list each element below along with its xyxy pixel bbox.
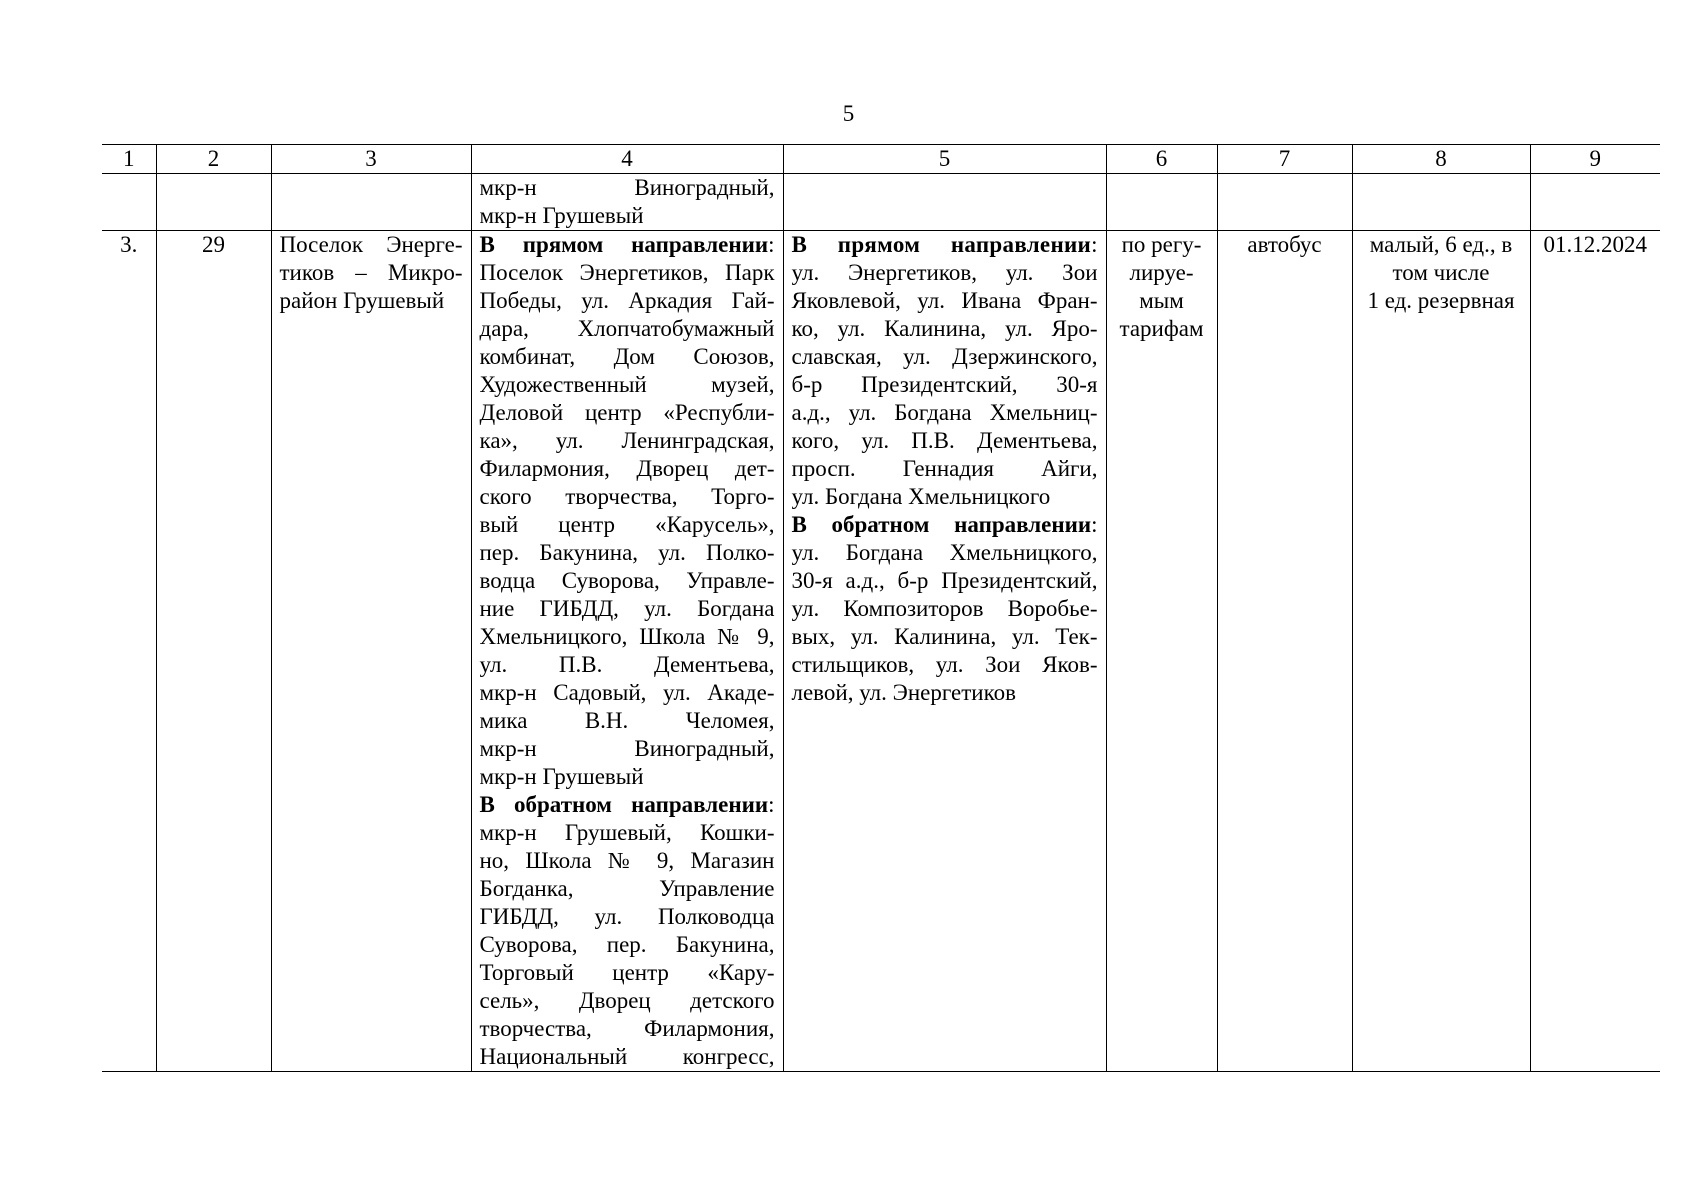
- stops-forward-line: дара, Хлопчатобумажный: [479, 316, 775, 341]
- streets-backward-line: ул. Богдана Хмельницкого,: [791, 540, 1098, 565]
- streets-forward-label: В прямом направлении: [791, 232, 1092, 257]
- cont-cell-1: [102, 174, 156, 231]
- streets-backward-line: стильщиков, ул. Зои Яков-: [791, 652, 1098, 677]
- streets-backward-line: ул. Композиторов Воробье-: [791, 596, 1098, 621]
- streets-cell: [783, 231, 1106, 1072]
- cont-cell-5: [783, 174, 1106, 231]
- tariff-line: тарифам: [1119, 316, 1204, 341]
- route-number: 29: [156, 231, 271, 1072]
- route-row: [102, 231, 1660, 1072]
- cont-cell-2: [156, 174, 271, 231]
- stops-backward-line: мкр-н Грушевый, Кошки-: [479, 820, 775, 845]
- cont-stops-cell: [471, 174, 783, 231]
- stops-forward-line: Хмельницкого, Школа № 9,: [479, 624, 775, 649]
- route-name-line: Поселок Энерге-: [279, 232, 463, 257]
- column-header-1: 1: [102, 145, 156, 174]
- streets-forward-line: ул. Богдана Хмельницкого: [791, 484, 1051, 509]
- stops-forward-line: ул. П.В. Дементьева,: [479, 652, 775, 677]
- streets-forward-first-line: В прямом направлении:: [791, 232, 1098, 257]
- cont-stops-line: мкр-н Грушевый: [479, 203, 644, 228]
- stops-backward-line: Национальный конгресс,: [479, 1044, 775, 1069]
- streets-backward-first-line: В обратном направлении:: [791, 512, 1098, 537]
- streets-forward-line: славская, ул. Дзержинского,: [791, 344, 1098, 369]
- column-header-7: 7: [1217, 145, 1352, 174]
- route-name-line: тиков – Микро-: [279, 260, 463, 285]
- cont-cell-7: [1217, 174, 1352, 231]
- cont-cell-9: [1530, 174, 1660, 231]
- column-header-5: 5: [783, 145, 1106, 174]
- streets-forward-line: просп. Геннадия Айги,: [791, 456, 1098, 481]
- vehicle-class-line: том числе: [1392, 260, 1490, 285]
- tariff-cell: [1106, 231, 1217, 1072]
- stops-forward-first-line: В прямом направлении:: [479, 232, 775, 257]
- stops-backward-line: творчества, Филармония,: [479, 1016, 775, 1041]
- streets-forward-list: [792, 259, 1098, 511]
- tariff-line: лируе-: [1129, 260, 1194, 285]
- streets-backward-line: левой, ул. Энергетиков: [791, 680, 1016, 705]
- vehicle-type: автобус: [1217, 231, 1352, 1072]
- stops-forward-line: мкр-н Садовый, ул. Акаде-: [479, 680, 775, 705]
- stops-forward-line: Поселок Энергетиков, Парк: [479, 260, 775, 285]
- streets-forward-line: ко, ул. Калинина, ул. Яро-: [791, 316, 1098, 341]
- cont-cell-6: [1106, 174, 1217, 231]
- stops-forward-line: ка», ул. Ленинградская,: [479, 428, 775, 453]
- tariff-line: мым: [1139, 288, 1184, 313]
- stops-forward-list: [480, 259, 775, 791]
- vehicle-class-line: малый, 6 ед., в: [1369, 232, 1513, 257]
- cont-cell-3: [271, 174, 471, 231]
- streets-forward-line: Яковлевой, ул. Ивана Фран-: [791, 288, 1098, 313]
- stops-backward-line: сель», Дворец детского: [479, 988, 775, 1013]
- streets-backward-label: В обратном направлении: [791, 512, 1092, 537]
- stops-forward-label: В прямом направлении: [479, 232, 769, 257]
- route-table: [102, 144, 1660, 1072]
- column-header-6: 6: [1106, 145, 1217, 174]
- stops-forward-line: мкр-н Грушевый: [479, 764, 644, 789]
- stops-forward-line: вый центр «Карусель»,: [479, 512, 775, 537]
- stops-backward-label: В обратном направлении: [479, 792, 769, 817]
- column-header-9: 9: [1530, 145, 1660, 174]
- cont-stops-line: мкр-н Виноградный,: [479, 175, 775, 200]
- streets-backward-line: вых, ул. Калинина, ул. Тек-: [791, 624, 1098, 649]
- stops-forward-line: пер. Бакунина, ул. Полко-: [479, 540, 775, 565]
- stops-forward-line: мика В.Н. Челомея,: [479, 708, 775, 733]
- streets-forward-line: б-р Президентский, 30-я: [791, 372, 1098, 397]
- stops-cell: [471, 231, 783, 1072]
- streets-backward-line: 30-я а.д., б-р Президентский,: [791, 568, 1098, 593]
- stops-forward-line: мкр-н Виноградный,: [479, 736, 775, 761]
- stops-forward-line: ского творчества, Торго-: [479, 484, 775, 509]
- stops-backward-line: Богданка, Управление: [479, 876, 775, 901]
- column-header-3: 3: [271, 145, 471, 174]
- stops-forward-line: Деловой центр «Республи-: [479, 400, 775, 425]
- route-index: 3.: [102, 231, 156, 1072]
- cont-cell-8: [1352, 174, 1530, 231]
- column-header-4: 4: [471, 145, 783, 174]
- column-numbers-row: [102, 145, 1660, 174]
- start-date: 01.12.2024: [1530, 231, 1660, 1072]
- stops-forward-line: комбинат, Дом Союзов,: [479, 344, 775, 369]
- vehicle-class-line: 1 ед. резервная: [1367, 288, 1515, 313]
- stops-backward-line: но, Школа № 9, Магазин: [479, 848, 775, 873]
- vehicle-class-cell: [1352, 231, 1530, 1072]
- page-number: 5: [842, 101, 855, 126]
- column-header-8: 8: [1352, 145, 1530, 174]
- stops-backward-first-line: В обратном направлении:: [479, 792, 775, 817]
- route-name-cell: [271, 231, 471, 1072]
- streets-backward-list: [792, 539, 1098, 707]
- route-name-line: район Грушевый: [279, 288, 445, 313]
- stops-backward-line: ГИБДД, ул. Полководца: [479, 904, 775, 929]
- tariff-line: по регу-: [1121, 232, 1202, 257]
- stops-forward-line: ние ГИБДД, ул. Богдана: [479, 596, 775, 621]
- stops-forward-line: Художественный музей,: [479, 372, 775, 397]
- streets-forward-line: а.д., ул. Богдана Хмельниц-: [791, 400, 1098, 425]
- column-header-2: 2: [156, 145, 271, 174]
- stops-backward-line: Суворова, пер. Бакунина,: [479, 932, 775, 957]
- continuation-row: [102, 174, 1660, 231]
- stops-backward-line: Торговый центр «Кару-: [479, 960, 775, 985]
- stops-forward-line: Победы, ул. Аркадия Гай-: [479, 288, 775, 313]
- stops-backward-list: [480, 819, 775, 1071]
- streets-forward-line: кого, ул. П.В. Дементьева,: [791, 428, 1098, 453]
- stops-forward-line: Филармония, Дворец дет-: [479, 456, 775, 481]
- stops-forward-line: водца Суворова, Управле-: [479, 568, 775, 593]
- streets-forward-line: ул. Энергетиков, ул. Зои: [791, 260, 1098, 285]
